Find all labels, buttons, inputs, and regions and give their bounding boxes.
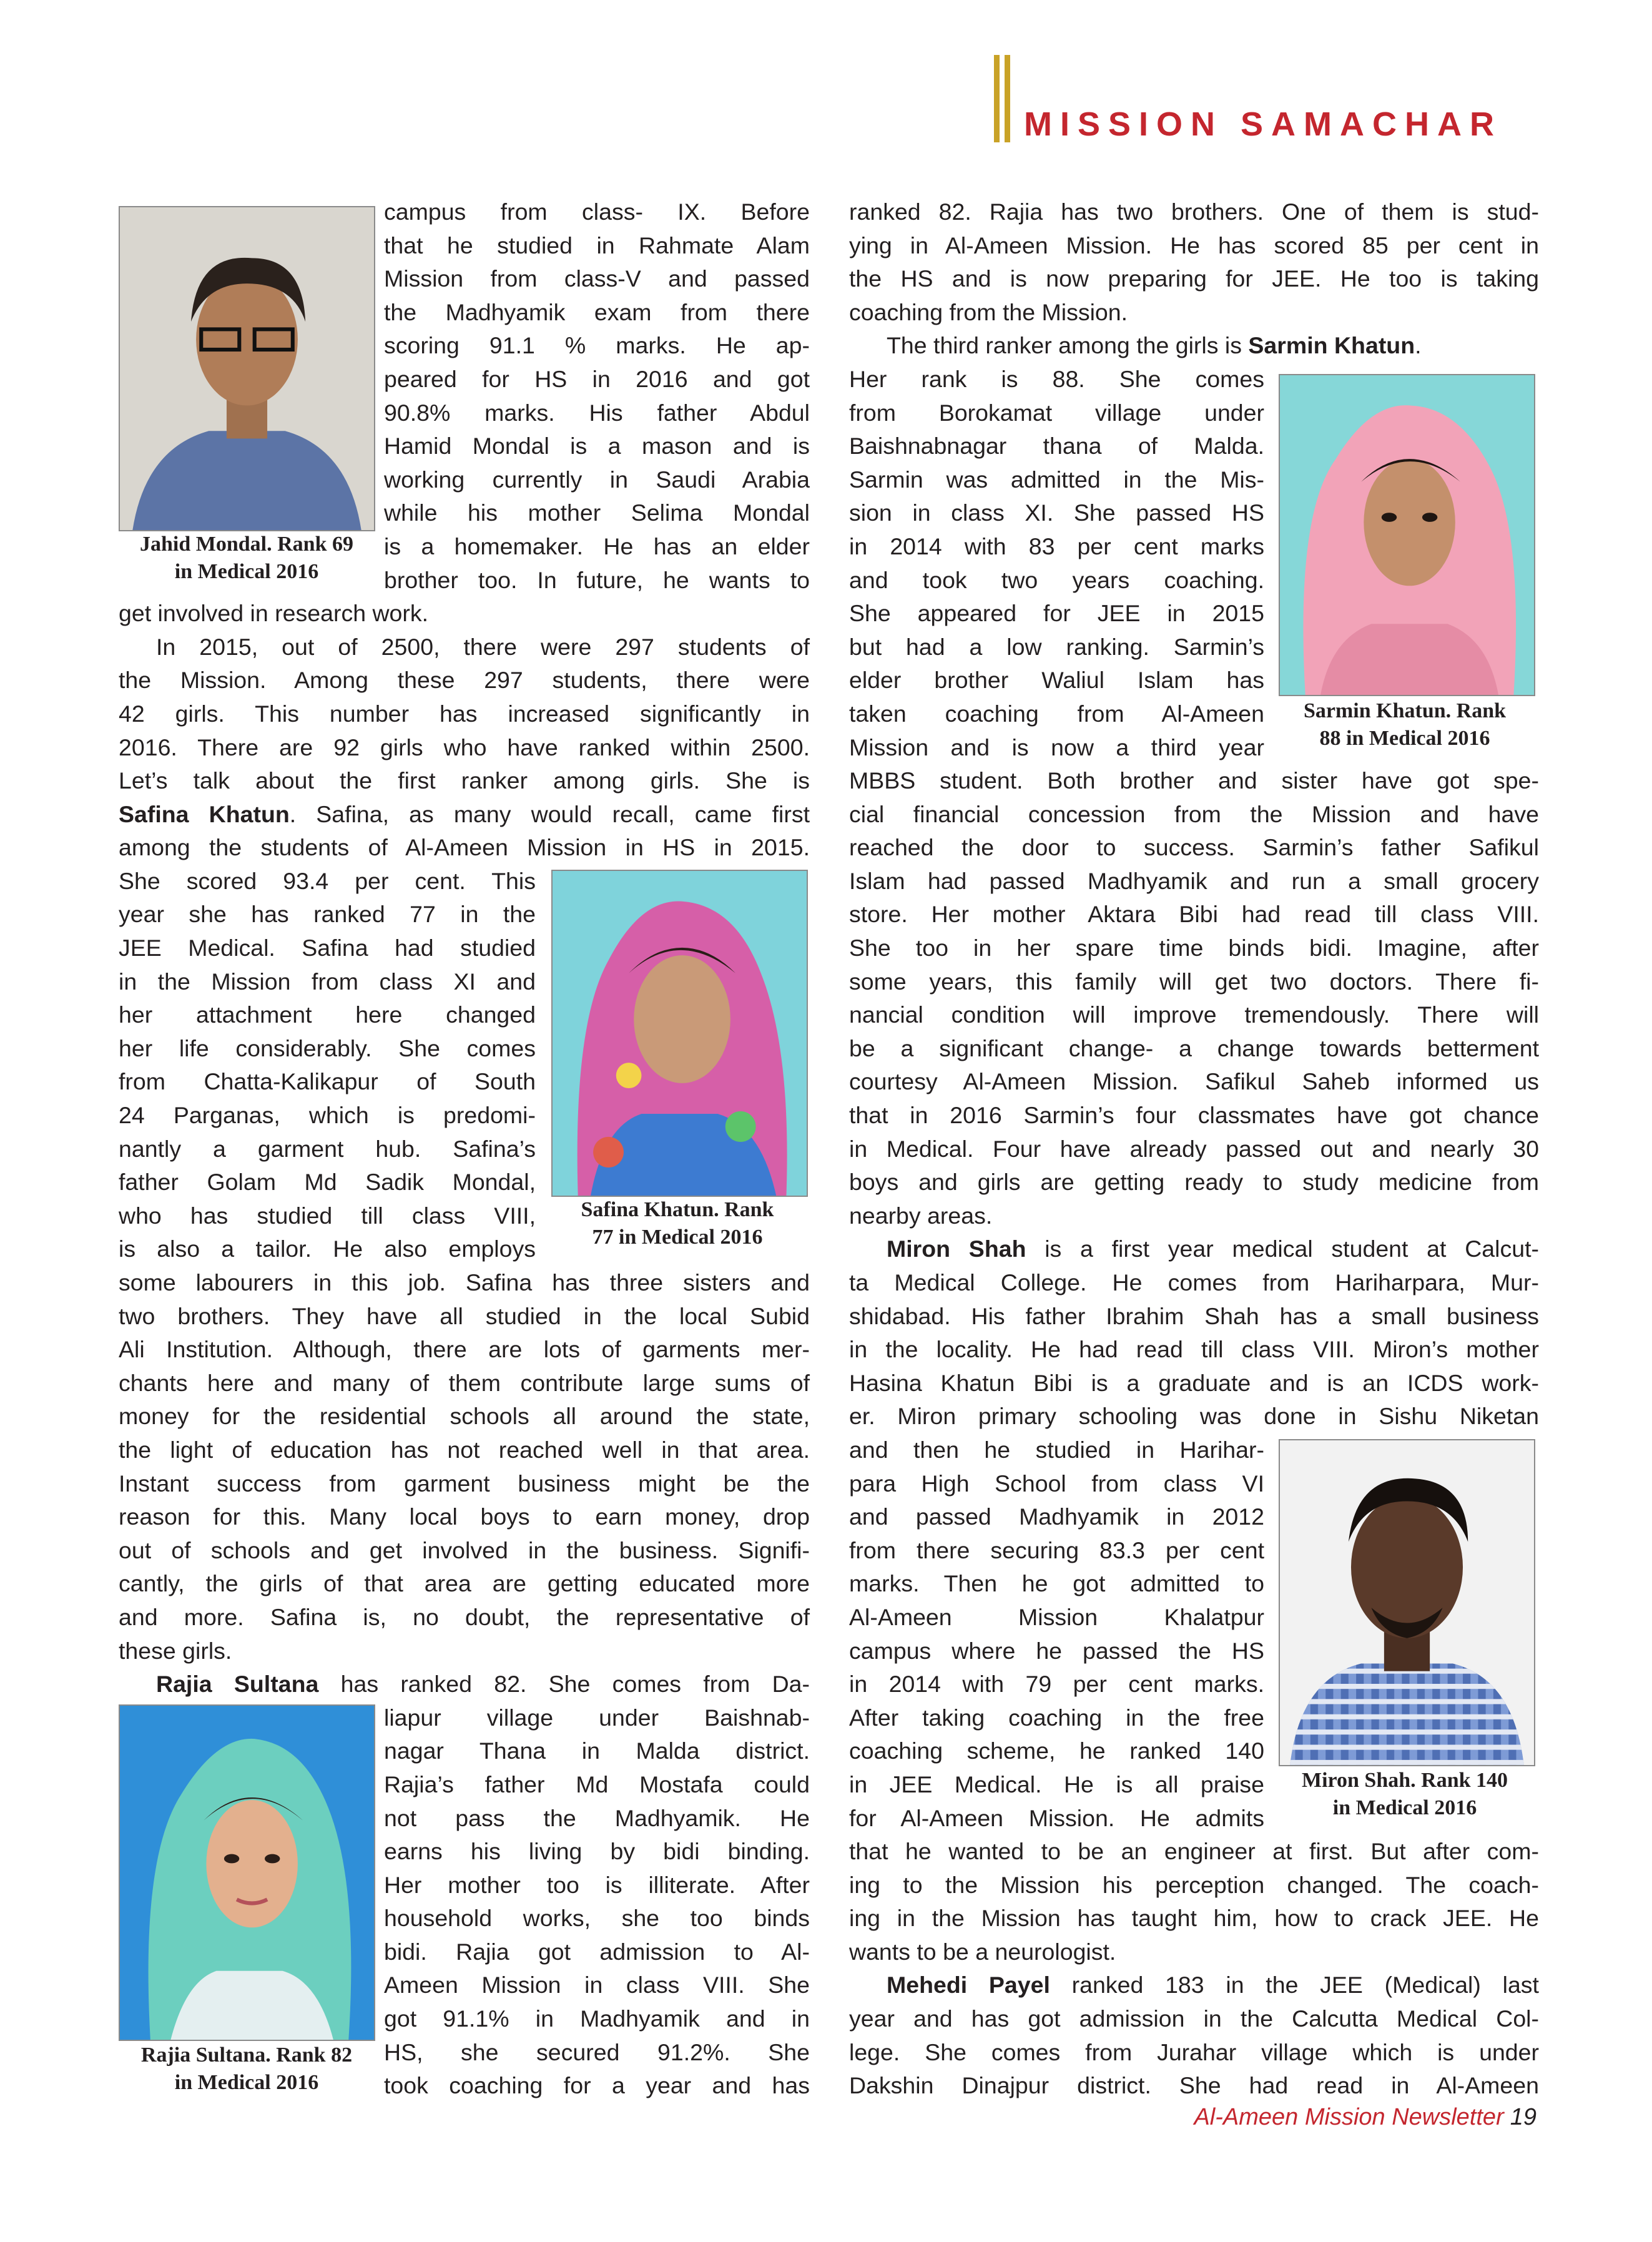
text-line: In 2015, out of 2500, there were 297 students of (156, 633, 810, 660)
header-bar-1 (994, 55, 1000, 142)
text-line: the Mission. Among these 297 students, there were (119, 667, 810, 694)
text-line: working currently in Saudi Arabia (384, 466, 810, 493)
text-line: ying in Al-Ameen Mission. He has scored 85 per cent in (849, 232, 1539, 258)
text-line: store. Her mother Aktara Bibi had read till class VIII. (849, 901, 1539, 928)
text-line: The third ranker among the girls is Sarmin Khatun. (887, 332, 1422, 359)
text-line: reached the door to success. Sarmin’s father Safikul (849, 834, 1539, 861)
text-line: year and has got admission in the Calcutta Medical Col- (849, 2005, 1539, 2032)
text-line: two brothers. They have all studied in the local Subid (119, 1302, 810, 1329)
text-line: courtesy Al-Ameen Mission. Safikul Saheb informed us (849, 1068, 1539, 1095)
caption-miron: Miron Shah. Rank 140 in Medical 2016 (1301, 1769, 1508, 1819)
text-line: her attachment here changed (119, 1001, 536, 1028)
text-line: nancial condition will improve tremendously. There will (849, 1001, 1539, 1028)
text-line: Islam had passed Madhyamik and run a small grocery (849, 867, 1539, 894)
text-line: para High School from class VI (849, 1470, 1264, 1497)
text-line: ta Medical College. He comes from Hariharpara, Mur- (849, 1269, 1539, 1296)
text-line: money for the residential schools all around the state, (119, 1403, 810, 1430)
text-line: chants here and many of them contribute large sums of (119, 1369, 810, 1396)
text-line: that he studied in Rahmate Alam (384, 232, 810, 258)
text-line: scoring 91.1 % marks. He ap- (384, 332, 810, 359)
text-line: Baishnabnagar thana of Malda. (849, 433, 1264, 460)
text-line: and then he studied in Harihar- (849, 1436, 1264, 1463)
text-line: bidi. Rajia got admission to Al- (384, 1938, 810, 1965)
text-line: She scored 93.4 per cent. This (119, 867, 536, 894)
text-line: Rajia’s father Md Mostafa could (384, 1771, 810, 1797)
text-line: in the Mission from class XI and (119, 968, 536, 995)
text-line: ranked 82. Rajia has two brothers. One of them is stud- (849, 199, 1539, 225)
text-line: Miron Shah is a first year medical student at Calcut- (887, 1236, 1539, 1262)
text-line: sion in class XI. She passed HS (849, 499, 1264, 526)
text-line: After taking coaching in the free (849, 1704, 1264, 1731)
text-line: be a significant change- a change towards betterment (849, 1035, 1539, 1061)
text-line: and took two years coaching. (849, 566, 1264, 593)
text-line: the light of education has not reached well in that area. (119, 1436, 810, 1463)
text-line: Mission from class-V and passed (384, 265, 810, 292)
text-line: coaching from the Mission. (849, 298, 1128, 325)
text-line: that in 2016 Sarmin’s four classmates have got chance (849, 1102, 1539, 1129)
text-line: household works, she too binds (384, 1905, 810, 1932)
text-line: from Chatta-Kalikapur of South (119, 1068, 536, 1095)
text-line: and passed Madhyamik in 2012 (849, 1503, 1264, 1530)
text-line: lege. She comes from Jurahar village which is under (849, 2038, 1539, 2065)
text-line: cantly, the girls of that area are getting educated more (119, 1570, 810, 1597)
text-line: in Medical. Four have already passed out and nearly 30 (849, 1135, 1539, 1162)
text-line: Instant success from garment business might be the (119, 1470, 810, 1497)
text-line: Rajia Sultana has ranked 82. She comes from Da- (156, 1671, 810, 1698)
caption-safina: Safina Khatun. Rank 77 in Medical 2016 (581, 1198, 774, 1249)
page-footer (1194, 2104, 1536, 2131)
text-line: Dakshin Dinajpur district. She had read in Al-Ameen (849, 2072, 1539, 2099)
text-line: Sarmin was admitted in the Mis- (849, 466, 1264, 493)
text-line: not pass the Madhyamik. He (384, 1804, 810, 1831)
text-line: She appeared for JEE in 2015 (849, 600, 1264, 627)
page-number: 19 (1510, 2104, 1536, 2130)
text-line: marks. Then he got admitted to (849, 1570, 1264, 1597)
text-line: HS, she secured 91.2%. She (384, 2038, 810, 2065)
text-line: er. Miron primary schooling was done in Sishu Niketan (849, 1403, 1539, 1430)
text-line: in 2014 with 79 per cent marks. (849, 1671, 1264, 1698)
text-line: wants to be a neurologist. (849, 1938, 1116, 1965)
text-line: 24 Parganas, which is predomi- (119, 1102, 536, 1129)
text-line: nagar Thana in Malda district. (384, 1738, 810, 1764)
text-line: taken coaching from Al-Ameen (849, 700, 1264, 727)
text-line: ing in the Mission has taught him, how to crack JEE. He (849, 1905, 1539, 1932)
caption-jahid: Jahid Mondal. Rank 69 in Medical 2016 (140, 533, 353, 583)
text-line: ing to the Mission his perception changed. The coach- (849, 1871, 1539, 1898)
text-line: Ali Institution. Although, there are lots of garments mer- (119, 1336, 810, 1363)
text-line: took coaching for a year and has (384, 2072, 810, 2099)
text-line: but had a low ranking. Sarmin’s (849, 633, 1264, 660)
text-line: these girls. (119, 1637, 232, 1664)
text-line: for Al-Ameen Mission. He admits (849, 1804, 1264, 1831)
text-line: Let’s talk about the first ranker among girls. She is (119, 767, 810, 794)
text-line: her life considerably. She comes (119, 1035, 536, 1061)
caption-sarmin: Sarmin Khatun. Rank 88 in Medical 2016 (1303, 699, 1507, 750)
text-line: Hasina Khatun Bibi is a graduate and is an ICDS work- (849, 1369, 1539, 1396)
text-line: nantly a garment hub. Safina’s (119, 1135, 536, 1162)
text-line: Mehedi Payel ranked 183 in the JEE (Medical) last (887, 1972, 1539, 1999)
text-line: from there securing 83.3 per cent (849, 1536, 1264, 1563)
text-line: campus from class- IX. Before (384, 199, 810, 225)
text-line: She too in her spare time binds bidi. Imagine, after (849, 935, 1539, 961)
text-line: brother too. In future, he wants to (384, 566, 810, 593)
text-line: JEE Medical. Safina had studied (119, 935, 536, 961)
text-line: MBBS student. Both brother and sister have got spe- (849, 767, 1539, 794)
text-line: 42 girls. This number has increased significantly in (119, 700, 810, 727)
caption-rajia: Rajia Sultana. Rank 82 in Medical 2016 (140, 2043, 353, 2094)
text-line: while his mother Selima Mondal (384, 499, 810, 526)
text-line: Safina Khatun. Safina, as many would recall, came first (119, 800, 810, 827)
text-line: that he wanted to be an engineer at first. But after com- (849, 1838, 1539, 1865)
text-line: Mission and is now a third year (849, 734, 1264, 760)
text-line: earns his living by bidi binding. (384, 1838, 810, 1865)
text-line: cial financial concession from the Mission and have (849, 800, 1539, 827)
text-line: father Golam Md Sadik Mondal, (119, 1169, 536, 1196)
text-line: from Borokamat village under (849, 399, 1264, 426)
text-line: the Madhyamik exam from there (384, 298, 810, 325)
text-line: elder brother Waliul Islam has (849, 667, 1264, 694)
text-line: the HS and is now preparing for JEE. He too is taking (849, 265, 1539, 292)
text-line: shidabad. His father Ibrahim Shah has a small business (849, 1302, 1539, 1329)
text-line: reason for this. Many local boys to earn money, drop (119, 1503, 810, 1530)
text-line: boys and girls are getting ready to study medicine from (849, 1169, 1539, 1196)
text-line: is a homemaker. He has an elder (384, 533, 810, 559)
text-line: is also a tailor. He also employs (119, 1236, 536, 1262)
text-line: get involved in research work. (119, 600, 429, 627)
text-line: campus where he passed the HS (849, 1637, 1264, 1664)
header-bar-2 (1005, 55, 1010, 142)
text-line: year she has ranked 77 in the (119, 901, 536, 928)
text-line: out of schools and get involved in the business. Signifi- (119, 1536, 810, 1563)
text-line: who has studied till class VIII, (119, 1202, 536, 1229)
newsletter-name: Al-Ameen Mission Newsletter (1194, 2104, 1504, 2130)
text-line: nearby areas. (849, 1202, 993, 1229)
section-title: MISSION SAMACHAR (1024, 106, 1503, 143)
text-line: 2016. There are 92 girls who have ranked within 2500. (119, 734, 810, 760)
right-column-text (849, 195, 1539, 2103)
text-line: 90.8% marks. His father Abdul (384, 399, 810, 426)
text-line: Her mother too is illiterate. After (384, 1871, 810, 1898)
text-line: got 91.1% in Madhyamik and in (384, 2005, 810, 2032)
left-column-text (119, 195, 810, 2103)
text-line: Her rank is 88. She comes (849, 365, 1264, 392)
text-line: in the locality. He had read till class VIII. Miron’s mother (849, 1336, 1539, 1363)
text-line: Ameen Mission in class VIII. She (384, 1972, 810, 1999)
text-line: among the students of Al-Ameen Mission in HS in 2015. (119, 834, 810, 861)
text-line: peared for HS in 2016 and got (384, 365, 810, 392)
text-line: in JEE Medical. He is all praise (849, 1771, 1264, 1797)
text-line: in 2014 with 83 per cent marks (849, 533, 1264, 559)
text-line: some labourers in this job. Safina has three sisters and (119, 1269, 810, 1296)
text-line: and more. Safina is, no doubt, the representative of (119, 1603, 810, 1630)
text-line: liapur village under Baishnab- (384, 1704, 810, 1731)
text-line: coaching scheme, he ranked 140 (849, 1738, 1264, 1764)
text-line: Al-Ameen Mission Khalatpur (849, 1603, 1264, 1630)
text-line: some years, this family will get two doctors. There fi- (849, 968, 1539, 995)
text-line: Hamid Mondal is a mason and is (384, 433, 810, 460)
